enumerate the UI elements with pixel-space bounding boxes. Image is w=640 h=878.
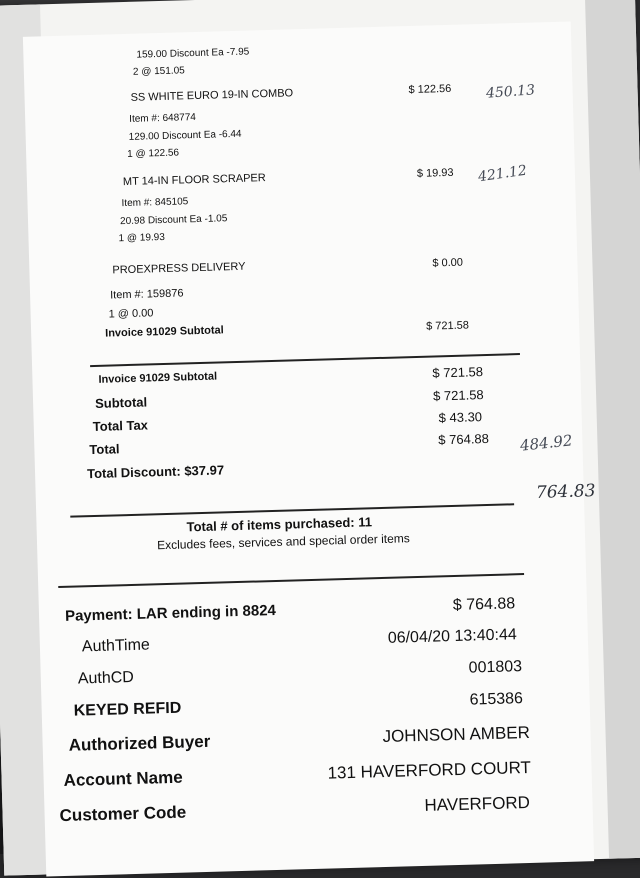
item-price: $ 19.93 [416,166,454,180]
item-qty-line: 1 @ 19.93 [118,231,165,245]
summary-subtotal-value: $ 721.58 [432,387,484,404]
authorized-buyer-value: JOHNSON AMBER [382,722,531,747]
summary-tax-value: $ 43.30 [438,409,483,426]
summary-tax-label: Total Tax [92,417,149,435]
item-number: Item #: 648774 [129,112,197,125]
payment-label: Payment: LAR ending in 8824 [64,601,277,625]
handwritten-note: 484.92 [519,431,574,455]
handwritten-note: 764.83 [535,480,596,504]
item-price: $ 122.56 [408,82,452,97]
item-qty-line: 1 @ 122.56 [127,147,180,160]
item-qty-line: 1 @ 0.00 [108,307,154,321]
item-name: PROEXPRESS DELIVERY [112,260,246,277]
items-purchased: Total # of items purchased: 11 [186,514,373,535]
item-name: SS WHITE EURO 19-IN COMBO [130,87,294,104]
customer-code-label: Customer Code [59,802,187,826]
item-number: Item #: 159876 [109,287,184,302]
item-price: $ 0.00 [432,256,464,270]
invoice-subtotal-label: Invoice 91029 Subtotal [105,324,224,340]
invoice-subtotal-value: $ 721.58 [425,319,470,333]
item-discount-line: 20.98 Discount Ea -1.05 [119,213,228,228]
auth-cd-value: 001803 [468,658,523,677]
handwritten-note: 421.12 [477,162,528,186]
auth-time-value: 06/04/20 13:40:44 [387,626,518,647]
item-discount-line: 159.00 Discount Ea -7.95 [136,46,250,61]
customer-code-value: HAVERFORD [424,792,531,815]
divider [58,573,524,588]
auth-cd-label: AuthCD [77,668,135,688]
keyed-refid-label: KEYED REFID [73,699,182,720]
summary-total-label: Total [89,441,120,458]
keyed-refid-value: 615386 [469,690,524,709]
account-name-label: Account Name [63,767,183,790]
summary-invoice-subtotal-value: $ 721.58 [432,364,484,381]
account-name-value: 131 HAVERFORD COURT [327,757,532,783]
item-discount-line: 129.00 Discount Ea -6.44 [128,128,242,143]
summary-invoice-subtotal-label: Invoice 91029 Subtotal [98,370,218,386]
payment-value: $ 764.88 [452,595,516,615]
authorized-buyer-label: Authorized Buyer [68,731,211,755]
auth-time-label: AuthTime [81,636,151,656]
summary-subtotal-label: Subtotal [94,394,148,411]
item-qty-line: 2 @ 151.05 [132,65,185,78]
paper-right-band [585,0,640,859]
receipt-body [23,22,594,877]
item-name: MT 14-IN FLOOR SCRAPER [122,172,266,189]
items-purchased-note: Excludes fees, services and special order items [156,531,411,553]
item-number: Item #: 845105 [121,196,189,210]
summary-discount: Total Discount: $37.97 [86,462,225,482]
handwritten-note: 450.13 [485,82,536,102]
summary-total-value: $ 764.88 [438,430,490,448]
